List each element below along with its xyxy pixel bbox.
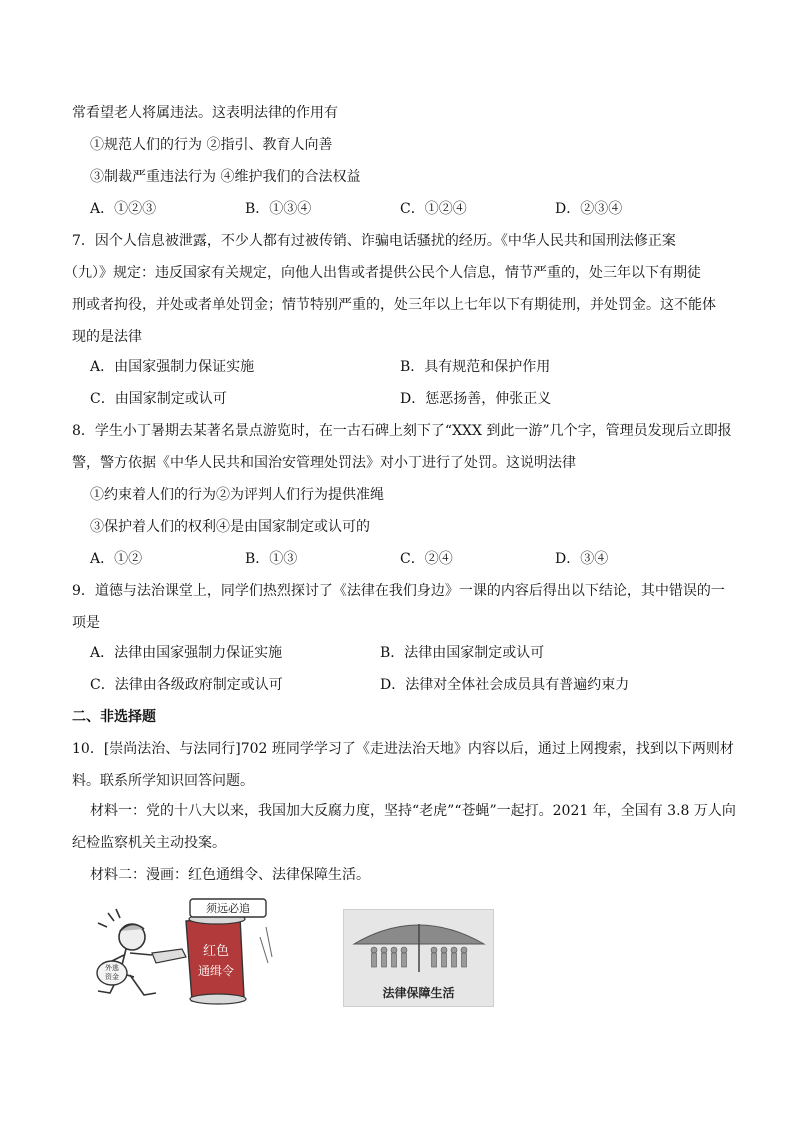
- q7-option-c[interactable]: C．由国家制定或认可: [90, 391, 227, 407]
- cartoon-red-notice: [90, 897, 275, 1009]
- q8-item-1: ①约束着人们的行为②为评判人们行为提供准绳: [90, 487, 384, 503]
- section-title: 二、非选择题: [72, 709, 156, 725]
- q7-line-2: （九）》规定：违反国家有关规定，向他人出售或者提供公民个人信息，情节严重的，处三年以下有期徒: [64, 265, 701, 281]
- q9-line-1: 9．道德与法治课堂上，同学们热烈探讨了《法律在我们身边》一课的内容后得出以下结论，其中错误的一: [72, 583, 725, 599]
- cartoon-caption: 法律保障生活: [382, 986, 455, 1000]
- q6-stem-tail: 常看望老人将属违法。这表明法律的作用有: [72, 105, 338, 121]
- q9-option-c[interactable]: C．法律由各级政府制定或认可: [90, 677, 283, 693]
- scroll-text-2: 通缉令: [197, 964, 235, 978]
- q8-option-d[interactable]: D．③④: [555, 551, 609, 567]
- banner: [190, 899, 266, 917]
- scroll-text-1: 红色: [202, 944, 230, 959]
- q8-line-2: 警，警方依据《中华人民共和国治安管理处罚法》对小丁进行了处罚。这说明法律: [72, 455, 576, 471]
- cartoon-red-notice-drawing: [90, 897, 275, 1009]
- bag-label-1: 外逃: [105, 964, 119, 972]
- q6-item-1: ①规范人们的行为 ②指引、教育人向善: [90, 137, 333, 153]
- q10-line-1: 10．[崇尚法治、与法同行]702 班同学学习了《走进法治天地》内容以后，通过上网搜索，找到以下两则材: [72, 741, 734, 757]
- q7-line-3: 刑或者拘役，并处或者单处罚金；情节特别严重的，处三年以上七年以下有期徒刑，并处罚金。这不能体: [72, 297, 716, 313]
- q7-option-a[interactable]: A．由国家强制力保证实施: [90, 359, 255, 375]
- q9-line-2: 项是: [72, 615, 100, 631]
- motion-lines: [260, 927, 272, 963]
- money-bag: [97, 961, 127, 985]
- q8-item-2: ③保护着人们的权利④是由国家制定或认可的: [90, 519, 370, 535]
- q10-material1-line-2: 纪检监察机关主动投案。: [72, 835, 226, 851]
- q10-material2: 材料二：漫画：红色通缉令、法律保障生活。: [90, 867, 370, 883]
- q8-option-b[interactable]: B．①③: [245, 551, 298, 567]
- cartoon-law-protects-life: [343, 909, 494, 1007]
- q10-material1-line-1: 材料一：党的十八大以来，我国加大反腐力度，坚持“老虎”“苍蝇”一起打。2021 年，全国有 3.8 万人向: [90, 803, 736, 819]
- q6-option-b[interactable]: B．①③④: [245, 201, 312, 217]
- umbrella-drawing: [344, 910, 493, 982]
- q6-option-c[interactable]: C．①②④: [400, 201, 467, 217]
- q7-option-b[interactable]: B．具有规范和保护作用: [400, 359, 551, 375]
- q10-line-2: 料。联系所学知识回答问题。: [72, 773, 254, 789]
- q8-line-1: 8．学生小丁暑期去某著名景点游览时，在一古石碑上刻下了“XXX 到此一游”几个字，管理员发现后立即报: [72, 423, 732, 439]
- q8-option-a[interactable]: A．①②: [90, 551, 143, 567]
- grabbing-hand: [152, 949, 186, 963]
- q7-line-1: 7．因个人信息被泄露，不少人都有过被传销、诈骗电话骚扰的经历。《中华人民共和国刑法修正案: [72, 233, 676, 249]
- q8-option-c[interactable]: C．②④: [400, 551, 453, 567]
- banner-text: 须远必追: [206, 902, 250, 915]
- q7-option-d[interactable]: D．惩恶扬善，伸张正义: [400, 391, 552, 407]
- q9-option-d[interactable]: D．法律对全体社会成员具有普遍约束力: [380, 677, 630, 693]
- q9-option-a[interactable]: A．法律由国家强制力保证实施: [90, 645, 283, 661]
- q6-item-2: ③制裁严重违法行为 ④维护我们的合法权益: [90, 169, 361, 185]
- q6-option-a[interactable]: A．①②③: [90, 201, 157, 217]
- q9-option-b[interactable]: B．法律由国家制定或认可: [380, 645, 545, 661]
- q7-line-4: 现的是法律: [72, 329, 142, 345]
- bag-label-2: 资金: [105, 973, 119, 981]
- q6-option-d[interactable]: D．②③④: [555, 201, 623, 217]
- red-scroll: [186, 914, 246, 1004]
